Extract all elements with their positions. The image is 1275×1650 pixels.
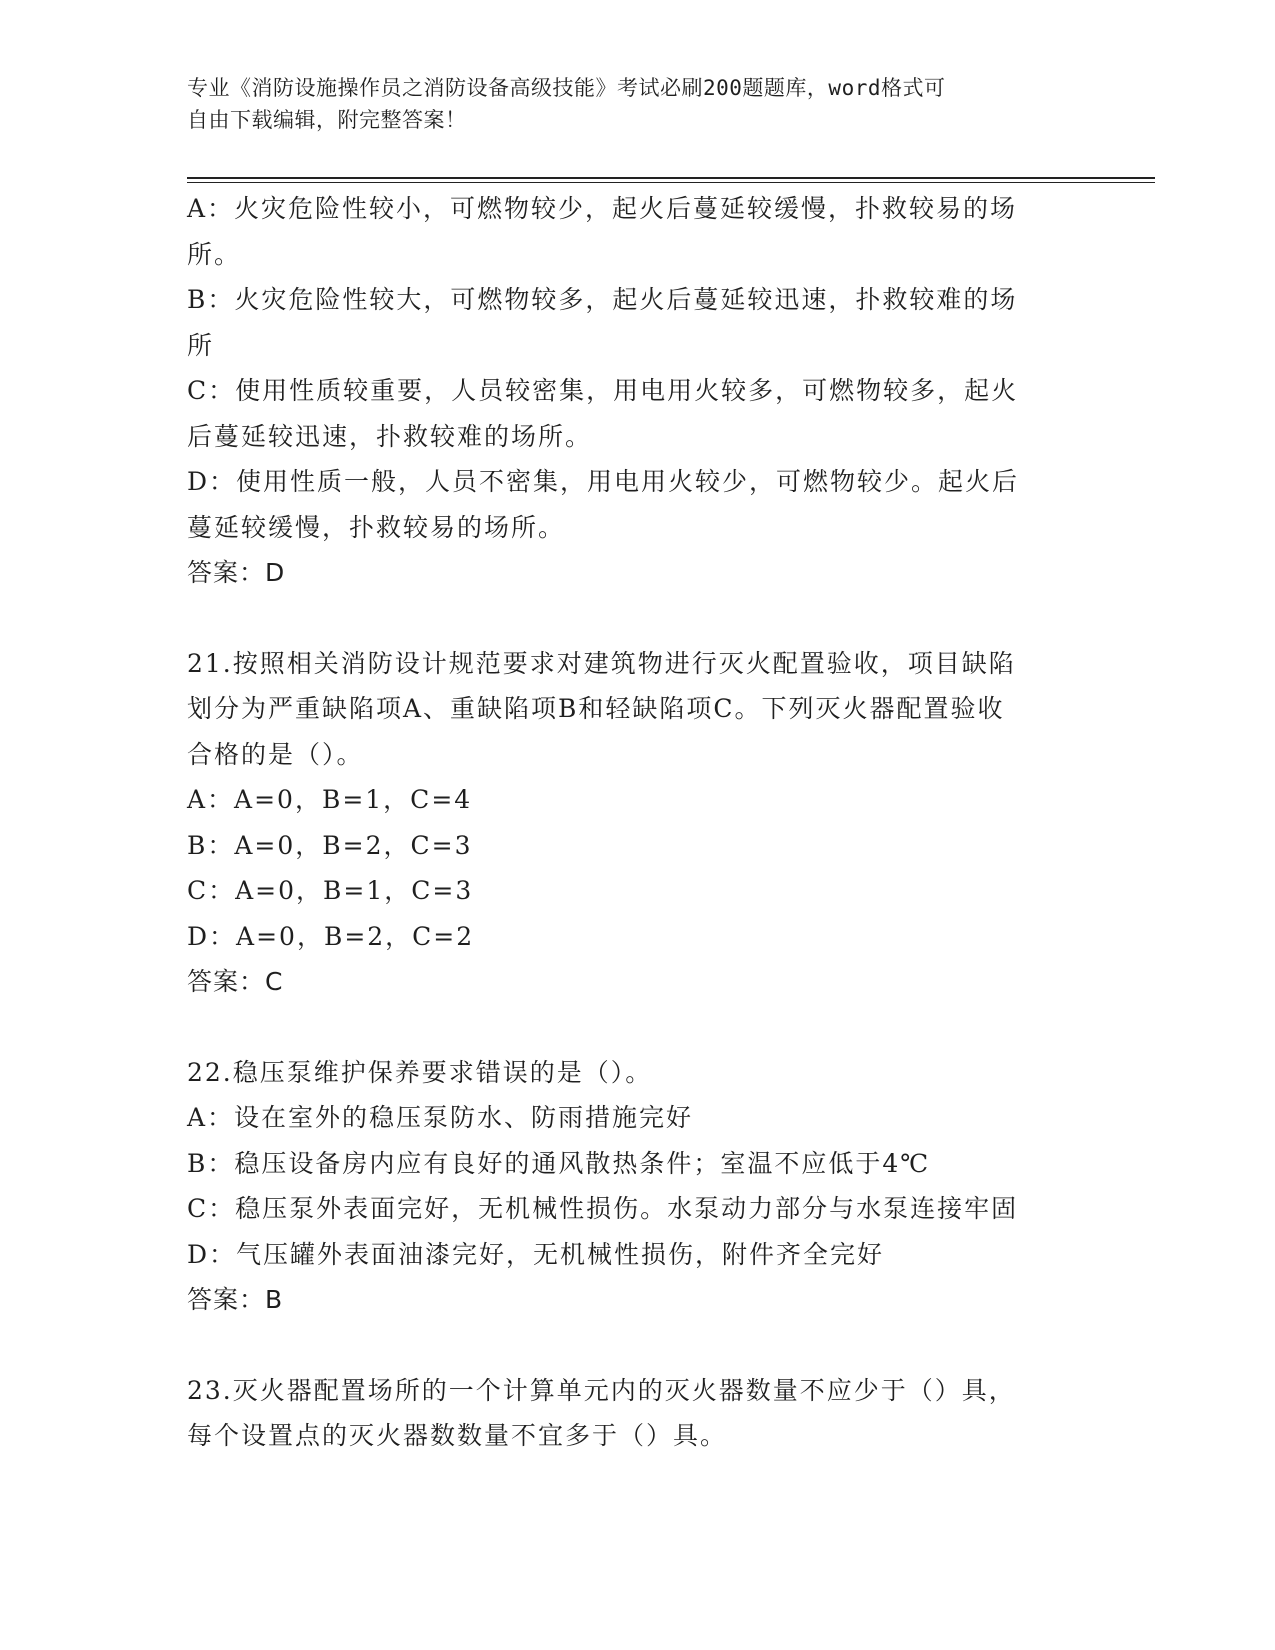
q20-option-d-line-2: 蔓延较缓慢，扑救较易的场所。 [187,512,566,542]
q21-option-b: B：A=0，B=2，C=3 [187,830,473,860]
q22-option-c: C：稳压泵外表面完好，无机械性损伤。水泵动力部分与水泵连接牢固 [187,1194,1019,1223]
q21-stem-line-3: 合格的是（）。 [187,739,364,769]
q21-option-c: C：A=0，B=1，C=3 [187,876,474,905]
q20-option-c-line-2: 后蔓延较迅速，扑救较难的场所。 [187,421,593,451]
q20-option-a-line-1: A：火灾危险性较小，可燃物较少，起火后蔓延较缓慢，扑救较易的场 [187,194,1018,223]
q20-answer: 答案：D [187,558,286,587]
q20-option-c-line-1: C：使用性质较重要，人员较密集，用电用火较多，可燃物较多，起火 [187,376,1019,405]
q20-option-a-line-2: 所。 [187,239,242,269]
q21-stem-line-1: 21.按照相关消防设计规范要求对建筑物进行灭火配置验收，项目缺陷 [187,648,1016,678]
q22-option-a: A：设在室外的稳压泵防水、防雨措施完好 [187,1103,694,1132]
q22-answer: 答案：B [187,1285,284,1314]
q21-answer: 答案：C [187,967,284,996]
header-divider-thin [187,182,1155,183]
document-header [187,72,1067,136]
question-21-block [187,641,1087,1005]
header-divider-thick [187,177,1155,179]
q20-option-b-line-1: B：火灾危险性较大，可燃物较多，起火后蔓延较迅速，扑救较难的场 [187,285,1018,314]
q21-option-a: A：A=0，B=1，C=4 [187,785,473,814]
q20-option-b-line-2: 所 [187,330,215,360]
spacer [187,596,1087,641]
question-22-block [187,1050,1087,1323]
q23-stem-line-1: 23.灭火器配置场所的一个计算单元内的灭火器数量不应少于（）具， [187,1375,1016,1405]
question-23-block [187,1368,1087,1459]
header-line-2: 自由下载编辑，附完整答案！ [187,108,467,132]
question-20-block [187,186,1087,596]
q21-stem-line-2: 划分为严重缺陷项A、重缺陷项B和轻缺陷项C。下列灭火器配置验收 [187,694,1005,723]
spacer [187,1005,1087,1050]
q22-option-d: D：气压罐外表面油漆完好，无机械性损伤，附件齐全完好 [187,1239,885,1269]
spacer [187,1323,1087,1368]
q22-option-b: B：稳压设备房内应有良好的通风散热条件；室温不应低于4℃ [187,1148,931,1178]
q21-option-d: D：A=0，B=2，C=2 [187,921,475,951]
header-line-1: 专业《消防设施操作员之消防设备高级技能》考试必刷200题题库，word格式可 [187,76,946,100]
q23-stem-line-2: 每个设置点的灭火器数数量不宜多于（）具。 [187,1421,728,1450]
q20-option-d-line-1: D：使用性质一般，人员不密集，用电用火较少，可燃物较少。起火后 [187,467,1020,496]
document-body [187,186,1087,1459]
q22-stem: 22.稳压泵维护保养要求错误的是（）。 [187,1057,653,1087]
